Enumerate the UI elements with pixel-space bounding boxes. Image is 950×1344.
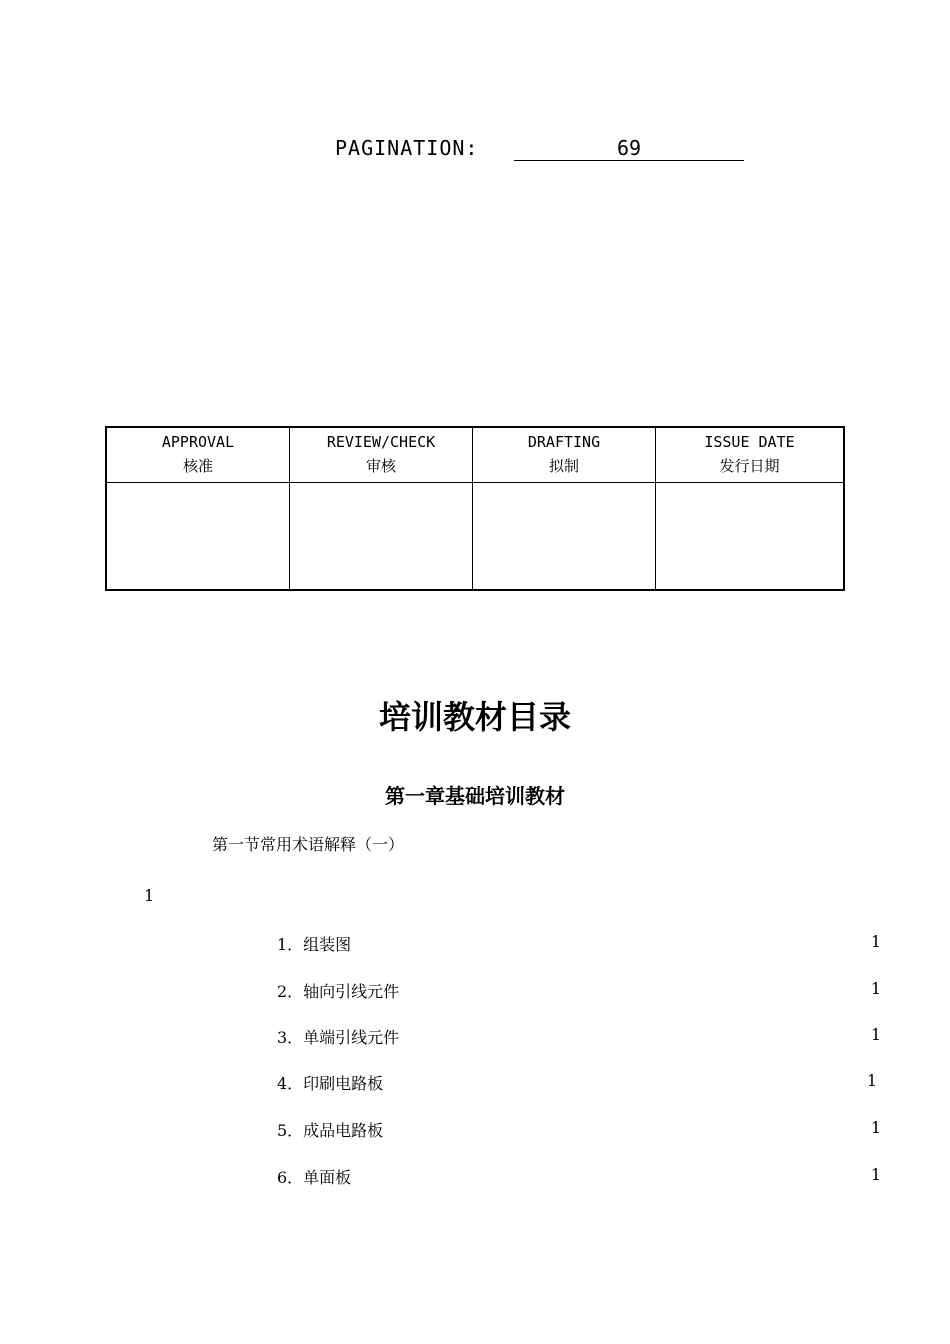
column-header-cn: 审核 [365, 457, 396, 475]
toc-item-label: 1．组装图 [277, 935, 352, 954]
issue-date-cell [656, 483, 845, 591]
approval-signature-cell [106, 483, 290, 591]
approval-column-header [106, 427, 290, 483]
chapter-title: 第一章基础培训教材 [385, 784, 565, 808]
document-title: 培训教材目录 [378, 698, 571, 736]
toc-item-page: 1 [870, 1165, 881, 1184]
column-header-en: DRAFTING [527, 433, 601, 451]
column-header-cn: 拟制 [548, 457, 579, 475]
toc-item-page: 1 [870, 1025, 881, 1044]
column-header-cn: 核准 [182, 457, 213, 475]
toc-item-label: 2．轴向引线元件 [277, 982, 400, 1001]
toc-item-page: 1 [870, 932, 881, 951]
pagination-label: PAGINATION: [335, 136, 479, 160]
toc-item [0, 932, 950, 954]
column-header-cn: 发行日期 [719, 457, 780, 475]
toc-item [0, 1118, 950, 1140]
toc-item [0, 1025, 950, 1047]
column-header-en: APPROVAL [161, 433, 235, 451]
toc-item-page: 1 [870, 979, 881, 998]
review-signature-cell [290, 483, 473, 591]
toc-item-label: 6．单面板 [277, 1168, 352, 1187]
pagination-value: 69 [514, 136, 744, 161]
pagination-row [0, 136, 950, 166]
toc-item-label: 5．成品电路板 [277, 1121, 384, 1140]
toc-item [0, 1165, 950, 1187]
approval-signature-row [106, 483, 844, 591]
section-title: 第一节常用术语解释（一） [212, 835, 405, 854]
toc-item-page: 1 [866, 1071, 877, 1090]
column-header-en: REVIEW/CHECK [326, 433, 436, 451]
section-page-number: 1 [144, 886, 155, 905]
toc-item-label: 3．单端引线元件 [277, 1028, 400, 1047]
approval-table [105, 426, 845, 591]
toc-item-page: 1 [870, 1118, 881, 1137]
toc-item [0, 1071, 950, 1093]
approval-header-row [106, 427, 844, 483]
toc-item-label: 4．印刷电路板 [277, 1074, 384, 1093]
column-header-en: ISSUE DATE [704, 433, 795, 451]
drafting-signature-cell [473, 483, 656, 591]
drafting-column-header [473, 427, 656, 483]
toc-item [0, 979, 950, 1001]
issue-date-column-header [656, 427, 845, 483]
review-column-header [290, 427, 473, 483]
